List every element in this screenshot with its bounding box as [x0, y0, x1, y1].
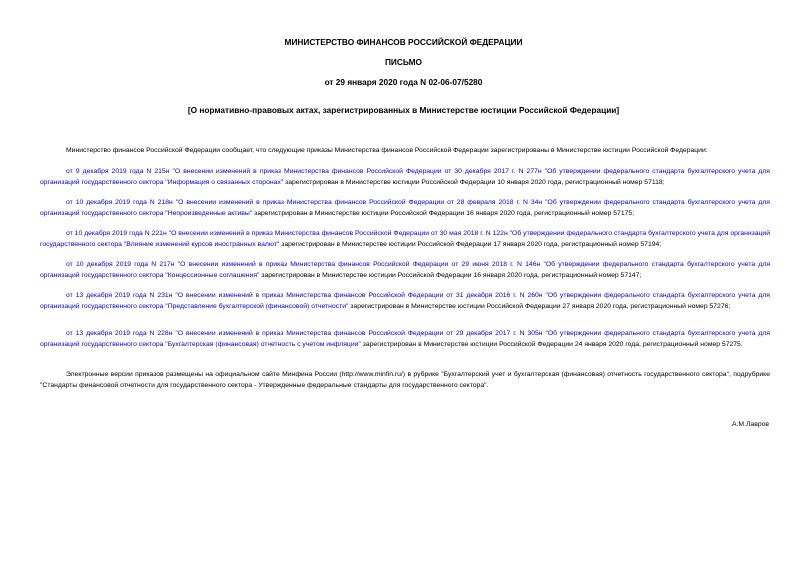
- order-item: [40, 197, 770, 219]
- order-link[interactable]: от 13 декабря 2019 года N 228н "О внесении изменений в приказ Министерства финансов Российской Федерации от 29 декабря 2017 г. N 305н "Об утверждении федерального стандарта бухгалтерского учета для организаций государственного сектора "Бухгалтерская (финансовая) отчетность с учетом инфляции": [40, 330, 770, 348]
- order-registration: зарегистрирован в Министерстве юстиции Российской Федерации 16 января 2020 года, регистрационный номер 57147;: [259, 272, 642, 279]
- date-number: от 29 января 2020 года N 02-06-07/5280: [324, 77, 483, 87]
- order-item: [40, 228, 770, 250]
- order-link[interactable]: от 10 декабря 2019 года N 218н "О внесении изменений в приказ Министерства финансов Российской Федерации от 28 февраля 2018 г. N 34н "Об утверждении федерального стандарта бухгалтерского учета для организаций государственного сектора "Непроизведенные активы": [40, 199, 770, 217]
- subject-title: [О нормативно-правовых актах, зарегистрированных в Министерстве юстиции Российской Федерации]: [187, 105, 620, 115]
- order-registration: зарегистрирован в Министерстве юстиции Российской Федерации 10 января 2020 года, регистрационный номер 57118;: [283, 179, 665, 186]
- order-link[interactable]: от 10 декабря 2019 года N 221н "О внесении изменений в приказ Министерства финансов Российской Федерации от 30 мая 2018 г. N 122н "Об утверждении федерального стандарта бухгалтерского учета для организаций государственного сектора "Влияние изменений курсов иностранных валют": [40, 230, 770, 248]
- order-registration: зарегистрирован в Министерстве юстиции Российской Федерации 27 января 2020 года, регистрационный номер 57276;: [348, 303, 731, 310]
- order-registration: зарегистрирован в Министерстве юстиции Российской Федерации 16 января 2020 года, регистрационный номер 57175;: [252, 210, 635, 217]
- ministry-title: МИНИСТЕРСТВО ФИНАНСОВ РОССИЙСКОЙ ФЕДЕРАЦИИ: [284, 37, 523, 47]
- intro-paragraph: Министерство финансов Российской Федерации сообщает, что следующие приказы Министерства финансов Российской Федерации зарегистрированы в Министерстве юстиции Российской Федерации:: [66, 147, 708, 154]
- order-link[interactable]: от 13 декабря 2019 года N 231н "О внесении изменений в приказ Министерства финансов Российской Федерации от 31 декабря 2016 г. N 260н "Об утверждении федерального стандарта бухгалтерского учета для организаций государственного сектора "Представление бухгалтерской (финансовой) отчетности": [40, 292, 770, 310]
- order-item: [40, 290, 770, 312]
- order-link[interactable]: от 9 декабря 2019 года N 215н "О внесении изменений в приказ Министерства финансов Российской Федерации от 30 декабря 2017 г. N 277н "Об утверждении федерального стандарта бухгалтерского учета для организаций государственного сектора "Информация о связанных сторонах": [40, 168, 770, 186]
- order-item: [40, 166, 770, 188]
- doc-type: ПИСЬМО: [384, 57, 423, 67]
- closing-paragraph: Электронные версии приказов размещены на официальном сайте Минфина России (http://www.minfin.ru/) в рубрике "Бухгалтерский учет и бухгалтерская (финансовая) отчетность государственного сектора", подрубрике "Стандарты финансовой отчетности для государственного сектора - Утвержденные федеральные стандарты для государственного сектора".: [40, 371, 770, 389]
- order-item: [40, 328, 770, 350]
- signature: А.М.Лавров: [732, 421, 769, 428]
- order-registration: зарегистрирован в Министерстве юстиции Российской Федерации 17 января 2020 года, регистрационный номер 57194;: [279, 241, 662, 248]
- order-registration: зарегистрирован в Министерстве юстиции Российской Федерации 24 января 2020 года, регистрационный номер 57275.: [360, 341, 743, 348]
- order-link[interactable]: от 10 декабря 2019 года N 217н "О внесении изменений в приказ Министерства финансов Российской Федерации от 29 июня 2018 г. N 146н "Об утверждении федерального стандарта бухгалтерского учета для организаций государственного сектора "Концессионные соглашения": [40, 261, 770, 279]
- order-item: [40, 259, 770, 281]
